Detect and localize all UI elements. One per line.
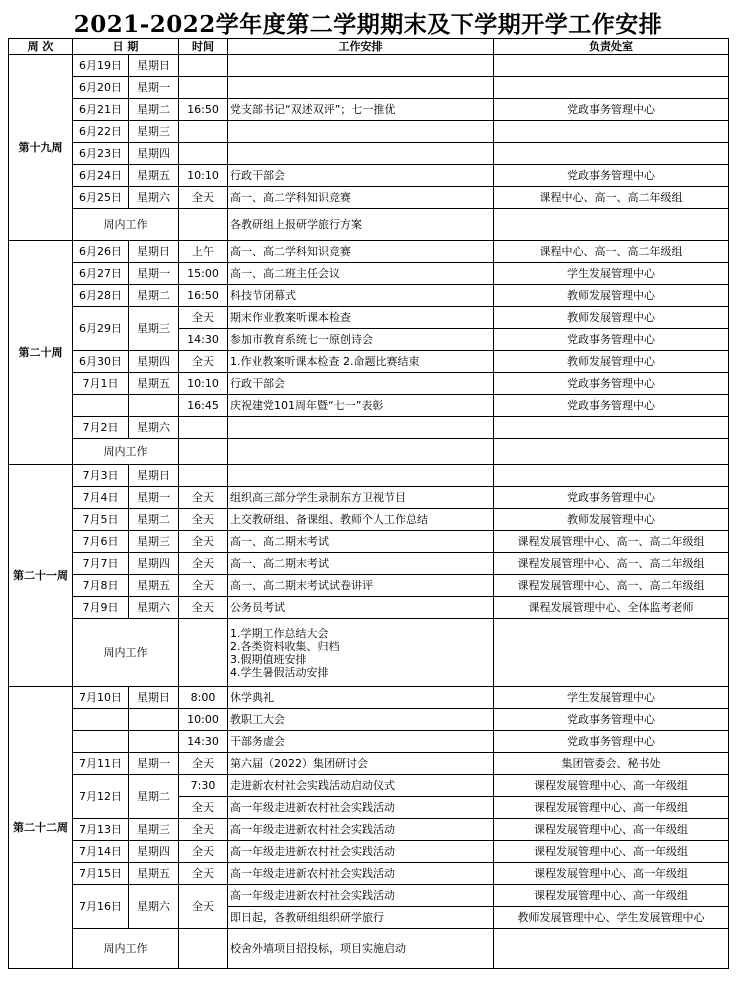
schedule-body bbox=[9, 55, 729, 969]
table-row bbox=[9, 619, 729, 687]
time-cell: 全天 bbox=[179, 863, 228, 885]
dept-cell: 党政事务管理中心 bbox=[494, 329, 729, 351]
time-cell: 8:00 bbox=[179, 687, 228, 709]
dept-cell: 党政事务管理中心 bbox=[494, 487, 729, 509]
dept-cell: 课程发展管理中心、高一年级组 bbox=[494, 863, 729, 885]
dept-cell: 课程发展管理中心、高一、高二年级组 bbox=[494, 531, 729, 553]
weekday-cell bbox=[129, 731, 179, 753]
weekday-cell: 星期二 bbox=[129, 509, 179, 531]
time-cell: 全天 bbox=[179, 575, 228, 597]
dept-cell: 课程发展管理中心、高一、高二年级组 bbox=[494, 575, 729, 597]
table-row bbox=[9, 187, 729, 209]
date-cell: 6月21日 bbox=[73, 99, 129, 121]
work-cell bbox=[228, 417, 494, 439]
work-cell bbox=[228, 619, 494, 687]
dept-cell bbox=[494, 619, 729, 687]
weekday-cell: 星期日 bbox=[129, 465, 179, 487]
work-cell: 高一年级走进新农村社会实践活动 bbox=[228, 863, 494, 885]
weekday-cell: 星期六 bbox=[129, 885, 179, 929]
date-cell: 6月30日 bbox=[73, 351, 129, 373]
week-label: 第二十二周 bbox=[9, 687, 73, 969]
dept-cell: 课程发展管理中心、高一年级组 bbox=[494, 841, 729, 863]
table-row bbox=[9, 373, 729, 395]
table-row bbox=[9, 465, 729, 487]
dept-cell bbox=[494, 209, 729, 241]
table-row bbox=[9, 241, 729, 263]
date-cell: 7月15日 bbox=[73, 863, 129, 885]
weekday-cell: 星期三 bbox=[129, 307, 179, 351]
work-cell: 行政干部会 bbox=[228, 373, 494, 395]
time-cell: 10:00 bbox=[179, 709, 228, 731]
table-row bbox=[9, 531, 729, 553]
time-cell: 全天 bbox=[179, 797, 228, 819]
work-cell bbox=[228, 55, 494, 77]
time-cell: 14:30 bbox=[179, 731, 228, 753]
work-cell: 第六届（2022）集团研讨会 bbox=[228, 753, 494, 775]
table-row bbox=[9, 209, 729, 241]
date-cell bbox=[73, 395, 129, 417]
weekday-cell: 星期一 bbox=[129, 753, 179, 775]
dept-cell: 学生发展管理中心 bbox=[494, 263, 729, 285]
weekday-cell: 星期二 bbox=[129, 285, 179, 307]
time-cell: 全天 bbox=[179, 509, 228, 531]
table-row bbox=[9, 753, 729, 775]
work-cell: 走进新农村社会实践活动启动仪式 bbox=[228, 775, 494, 797]
dept-cell: 党政事务管理中心 bbox=[494, 165, 729, 187]
table-row bbox=[9, 99, 729, 121]
weekday-cell: 星期三 bbox=[129, 121, 179, 143]
work-cell: 公务员考试 bbox=[228, 597, 494, 619]
time-cell: 全天 bbox=[179, 487, 228, 509]
weekly-label: 周内工作 bbox=[73, 619, 179, 687]
dept-cell: 党政事务管理中心 bbox=[494, 373, 729, 395]
work-cell: 即日起，各教研组组织研学旅行 bbox=[228, 907, 494, 929]
time-cell: 16:50 bbox=[179, 99, 228, 121]
dept-cell: 学生发展管理中心 bbox=[494, 687, 729, 709]
work-cell bbox=[228, 465, 494, 487]
weekday-cell: 星期五 bbox=[129, 863, 179, 885]
page-title: 2021-2022学年度第二学期期末及下学期开学工作安排 bbox=[73, 11, 663, 38]
weekday-cell: 星期一 bbox=[129, 263, 179, 285]
work-cell: 干部务虚会 bbox=[228, 731, 494, 753]
table-row bbox=[9, 439, 729, 465]
work-cell: 高一、高二期末考试试卷讲评 bbox=[228, 575, 494, 597]
dept-cell: 教师发展管理中心 bbox=[494, 509, 729, 531]
weekday-cell: 星期二 bbox=[129, 99, 179, 121]
time-cell: 全天 bbox=[179, 307, 228, 329]
header-time: 时间 bbox=[179, 39, 228, 55]
dept-cell bbox=[494, 55, 729, 77]
time-cell: 全天 bbox=[179, 819, 228, 841]
work-cell: 1.作业教案听课本检查 2.命题比赛结束 bbox=[228, 351, 494, 373]
dept-cell bbox=[494, 77, 729, 99]
header-date: 日 期 bbox=[73, 39, 179, 55]
table-row bbox=[9, 351, 729, 373]
work-cell: 高一、高二学科知识竞赛 bbox=[228, 187, 494, 209]
work-cell: 庆祝建党101周年暨“七一”表彰 bbox=[228, 395, 494, 417]
dept-cell bbox=[494, 465, 729, 487]
table-row bbox=[9, 687, 729, 709]
work-cell: 高一、高二期末考试 bbox=[228, 553, 494, 575]
time-cell: 全天 bbox=[179, 553, 228, 575]
work-cell: 校舍外墙项目招投标，项目实施启动 bbox=[228, 929, 494, 969]
date-cell: 6月24日 bbox=[73, 165, 129, 187]
dept-cell: 教师发展管理中心 bbox=[494, 351, 729, 373]
date-cell: 7月2日 bbox=[73, 417, 129, 439]
dept-cell: 课程发展管理中心、高一、高二年级组 bbox=[494, 553, 729, 575]
work-cell: 休学典礼 bbox=[228, 687, 494, 709]
table-row bbox=[9, 709, 729, 731]
table-row bbox=[9, 395, 729, 417]
weekday-cell: 星期六 bbox=[129, 597, 179, 619]
time-cell: 10:10 bbox=[179, 373, 228, 395]
time-cell bbox=[179, 465, 228, 487]
table-row bbox=[9, 731, 729, 753]
work-cell: 高一年级走进新农村社会实践活动 bbox=[228, 841, 494, 863]
time-cell: 全天 bbox=[179, 531, 228, 553]
time-cell: 全天 bbox=[179, 841, 228, 863]
work-cell: 高一年级走进新农村社会实践活动 bbox=[228, 819, 494, 841]
work-cell: 组织高三部分学生录制东方卫视节目 bbox=[228, 487, 494, 509]
date-cell: 7月13日 bbox=[73, 819, 129, 841]
header-week: 周 次 bbox=[9, 39, 73, 55]
time-cell bbox=[179, 55, 228, 77]
weekday-cell: 星期五 bbox=[129, 575, 179, 597]
weekday-cell: 星期三 bbox=[129, 531, 179, 553]
date-cell: 7月1日 bbox=[73, 373, 129, 395]
dept-cell: 党政事务管理中心 bbox=[494, 99, 729, 121]
time-cell: 16:45 bbox=[179, 395, 228, 417]
time-cell: 15:00 bbox=[179, 263, 228, 285]
time-cell: 全天 bbox=[179, 187, 228, 209]
weekday-cell: 星期二 bbox=[129, 775, 179, 819]
date-cell: 7月14日 bbox=[73, 841, 129, 863]
work-cell: 高一、高二学科知识竞赛 bbox=[228, 241, 494, 263]
time-cell: 全天 bbox=[179, 351, 228, 373]
time-cell: 14:30 bbox=[179, 329, 228, 351]
work-cell: 高一、高二班主任会议 bbox=[228, 263, 494, 285]
work-cell: 高一年级走进新农村社会实践活动 bbox=[228, 885, 494, 907]
dept-cell: 党政事务管理中心 bbox=[494, 395, 729, 417]
table-row bbox=[9, 819, 729, 841]
time-cell: 10:10 bbox=[179, 165, 228, 187]
dept-cell: 课程发展管理中心、高一年级组 bbox=[494, 797, 729, 819]
date-cell: 7月8日 bbox=[73, 575, 129, 597]
date-cell: 7月4日 bbox=[73, 487, 129, 509]
weekday-cell: 星期四 bbox=[129, 553, 179, 575]
table-row bbox=[9, 285, 729, 307]
weekday-cell: 星期日 bbox=[129, 55, 179, 77]
work-cell: 期末作业教案听课本检查 bbox=[228, 307, 494, 329]
work-cell: 各教研组上报研学旅行方案 bbox=[228, 209, 494, 241]
dept-cell: 教师发展管理中心 bbox=[494, 307, 729, 329]
date-cell: 6月26日 bbox=[73, 241, 129, 263]
weekly-label: 周内工作 bbox=[73, 209, 179, 241]
weekday-cell: 星期四 bbox=[129, 143, 179, 165]
weekday-cell: 星期一 bbox=[129, 77, 179, 99]
dept-cell bbox=[494, 439, 729, 465]
table-row bbox=[9, 929, 729, 969]
header-row bbox=[9, 39, 729, 55]
weekday-cell bbox=[129, 709, 179, 731]
table-row bbox=[9, 575, 729, 597]
dept-cell: 教师发展管理中心 bbox=[494, 285, 729, 307]
table-row bbox=[9, 417, 729, 439]
weekly-label: 周内工作 bbox=[73, 929, 179, 969]
work-cell: 高一、高二期末考试 bbox=[228, 531, 494, 553]
weekday-cell: 星期一 bbox=[129, 487, 179, 509]
schedule-table bbox=[8, 38, 729, 969]
weekday-cell: 星期四 bbox=[129, 841, 179, 863]
time-cell: 全天 bbox=[179, 597, 228, 619]
table-row bbox=[9, 509, 729, 531]
date-cell: 7月5日 bbox=[73, 509, 129, 531]
dept-cell: 党政事务管理中心 bbox=[494, 709, 729, 731]
date-cell: 6月19日 bbox=[73, 55, 129, 77]
weekday-cell: 星期六 bbox=[129, 417, 179, 439]
work-line: 2.各类资料收集、归档 bbox=[230, 639, 340, 653]
dept-cell bbox=[494, 121, 729, 143]
time-cell bbox=[179, 929, 228, 969]
time-cell bbox=[179, 417, 228, 439]
week-label: 第二十一周 bbox=[9, 465, 73, 687]
week-label: 第二十周 bbox=[9, 241, 73, 465]
time-cell bbox=[179, 619, 228, 687]
date-cell: 7月3日 bbox=[73, 465, 129, 487]
date-cell: 6月25日 bbox=[73, 187, 129, 209]
week-label: 第十九周 bbox=[9, 55, 73, 241]
time-cell: 上午 bbox=[179, 241, 228, 263]
weekday-cell: 星期三 bbox=[129, 819, 179, 841]
work-cell: 行政干部会 bbox=[228, 165, 494, 187]
date-cell: 6月29日 bbox=[73, 307, 129, 351]
date-cell bbox=[73, 731, 129, 753]
work-cell bbox=[228, 121, 494, 143]
table-row bbox=[9, 307, 729, 329]
table-row bbox=[9, 553, 729, 575]
weekday-cell: 星期五 bbox=[129, 373, 179, 395]
time-cell bbox=[179, 439, 228, 465]
date-cell: 7月9日 bbox=[73, 597, 129, 619]
weekday-cell: 星期日 bbox=[129, 687, 179, 709]
schedule-page bbox=[8, 8, 728, 991]
dept-cell: 课程发展管理中心、高一年级组 bbox=[494, 775, 729, 797]
table-row bbox=[9, 77, 729, 99]
table-row bbox=[9, 55, 729, 77]
work-cell: 教职工大会 bbox=[228, 709, 494, 731]
work-cell: 上交教研组、备课组、教师个人工作总结 bbox=[228, 509, 494, 531]
date-cell: 6月22日 bbox=[73, 121, 129, 143]
time-cell bbox=[179, 209, 228, 241]
time-cell bbox=[179, 77, 228, 99]
work-cell: 科技节闭幕式 bbox=[228, 285, 494, 307]
work-cell bbox=[228, 77, 494, 99]
table-row bbox=[9, 775, 729, 797]
dept-cell bbox=[494, 143, 729, 165]
work-line: 4.学生暑假活动安排 bbox=[230, 665, 329, 679]
dept-cell: 课程发展管理中心、高一年级组 bbox=[494, 885, 729, 907]
date-cell: 7月12日 bbox=[73, 775, 129, 819]
table-row bbox=[9, 487, 729, 509]
date-cell: 6月28日 bbox=[73, 285, 129, 307]
header-work: 工作安排 bbox=[228, 39, 494, 55]
dept-cell bbox=[494, 417, 729, 439]
work-cell: 高一年级走进新农村社会实践活动 bbox=[228, 797, 494, 819]
dept-cell: 课程发展管理中心、全体监考老师 bbox=[494, 597, 729, 619]
dept-cell bbox=[494, 929, 729, 969]
dept-cell: 课程发展管理中心、高一年级组 bbox=[494, 819, 729, 841]
weekly-label: 周内工作 bbox=[73, 439, 179, 465]
date-cell bbox=[73, 709, 129, 731]
work-line: 3.假期值班安排 bbox=[230, 652, 307, 666]
table-row bbox=[9, 263, 729, 285]
table-row bbox=[9, 863, 729, 885]
weekday-cell: 星期四 bbox=[129, 351, 179, 373]
date-cell: 7月11日 bbox=[73, 753, 129, 775]
date-cell: 7月6日 bbox=[73, 531, 129, 553]
date-cell: 7月10日 bbox=[73, 687, 129, 709]
date-cell: 6月23日 bbox=[73, 143, 129, 165]
table-row bbox=[9, 597, 729, 619]
dept-cell: 党政事务管理中心 bbox=[494, 731, 729, 753]
time-cell: 16:50 bbox=[179, 285, 228, 307]
table-row bbox=[9, 885, 729, 907]
date-cell: 7月16日 bbox=[73, 885, 129, 929]
work-cell bbox=[228, 439, 494, 465]
work-cell: 党支部书记“双述双评”；七一推优 bbox=[228, 99, 494, 121]
table-row bbox=[9, 121, 729, 143]
time-cell bbox=[179, 121, 228, 143]
weekday-cell: 星期六 bbox=[129, 187, 179, 209]
date-cell: 6月27日 bbox=[73, 263, 129, 285]
date-cell: 7月7日 bbox=[73, 553, 129, 575]
time-cell bbox=[179, 143, 228, 165]
time-cell: 全天 bbox=[179, 885, 228, 929]
dept-cell: 教师发展管理中心、学生发展管理中心 bbox=[494, 907, 729, 929]
time-cell: 全天 bbox=[179, 753, 228, 775]
work-line: 1.学期工作总结大会 bbox=[230, 626, 329, 640]
work-cell bbox=[228, 143, 494, 165]
table-row bbox=[9, 143, 729, 165]
table-row bbox=[9, 841, 729, 863]
weekday-cell: 星期五 bbox=[129, 165, 179, 187]
dept-cell: 课程中心、高一、高二年级组 bbox=[494, 241, 729, 263]
table-row bbox=[9, 165, 729, 187]
weekday-cell bbox=[129, 395, 179, 417]
dept-cell: 集团管委会、秘书处 bbox=[494, 753, 729, 775]
dept-cell: 课程中心、高一、高二年级组 bbox=[494, 187, 729, 209]
weekday-cell: 星期日 bbox=[129, 241, 179, 263]
work-cell: 参加市教育系统七一原创诗会 bbox=[228, 329, 494, 351]
time-cell: 7:30 bbox=[179, 775, 228, 797]
header-dept: 负责处室 bbox=[494, 39, 729, 55]
date-cell: 6月20日 bbox=[73, 77, 129, 99]
